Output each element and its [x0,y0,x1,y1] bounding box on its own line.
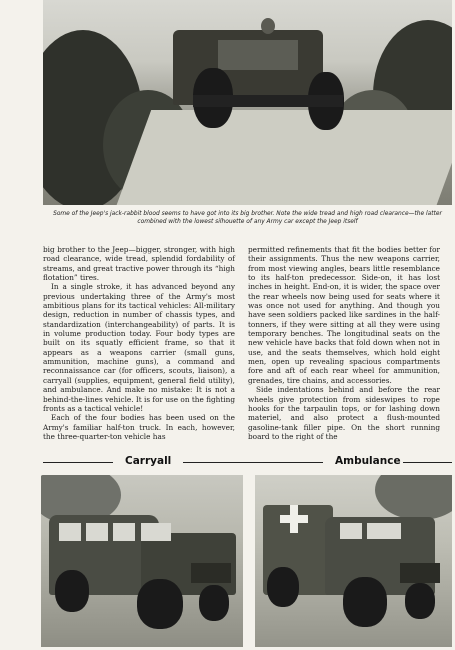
carryall-heading: Carryall [125,455,172,467]
right-paragraph-2: Side indentations behind and before the rear wheels give protection from sideswipes to rope hooks for the tarpaulin tops, or for lashing down materiel, and also protect a flush-mounted gasoline-tank filler pipe. On the short running board to the right of the [248,385,440,441]
left-text-column [43,245,235,441]
top-vehicle-photo [43,0,452,205]
left-paragraph-3: Each of the four bodies has been used on the Army's familiar half-ton truck. In each, however, the three-quarter-ton vehicle has [43,413,235,441]
right-text-column [248,245,440,441]
right-paragraph-1: permitted refinements that fit the bodies better for their assignments. Thus the new weapons carrier, from most viewing angles, bears little resemblance to its half-ton predecessor. Side-on, it has lost inches in height. End-on, it is wider, the space over the rear wheels now being used for seats where it was once not used for anything. And though you have seen soldiers packed like sardines in the half-tonners, if they were sitting at all they were using temporary benches. The longitudinal seats on the new vehicle have backs that fold down when not in use, and the seats themselves, which hold eight men, open up revealing spacious compartments fore and aft of each rear wheel for ammunition, grenades, tire chains, and accessories. [248,245,440,385]
ambulance-photo [255,475,452,647]
divider-line [43,462,113,463]
carryall-photo [41,475,243,647]
left-paragraph-2: In a single stroke, it has advanced beyond any previous undertaking three of the Army's most ambitious plans for its tactical vehicles: All-military design, reduction in number of chassis types, and standardization (interchangeability) of parts. It is in volume production today. Four body types are built on its squatly efficient frame, so that it appears as a weapons carrier (small guns, ammunition, machine guns), a command and reconnaissance car (for officers, scouts, liaison), a carryall (supplies, equipment, general field utility), and ambulance. And make no mistake: It is not a behind-the-lines vehicle. It is for use on the fighting fronts as a tactical vehicle! [43,282,235,413]
divider-line [403,462,452,463]
divider-line [183,462,323,463]
left-paragraph-1: big brother to the Jeep—bigger, stronger, with high road clearance, wide tread, splendid fordability of streams, and great tractive power through its “high flotation” tires. [43,245,235,283]
section-heading-bar [43,455,452,471]
top-photo-caption: Some of the Jeep's jack-rabbit blood seems to have got into its big brother. Note the wide tread and high road clearance—the latter combined with the lowest silhouette of any Army car except the Jeep itself [53,211,442,225]
ambulance-heading: Ambulance [335,455,401,467]
